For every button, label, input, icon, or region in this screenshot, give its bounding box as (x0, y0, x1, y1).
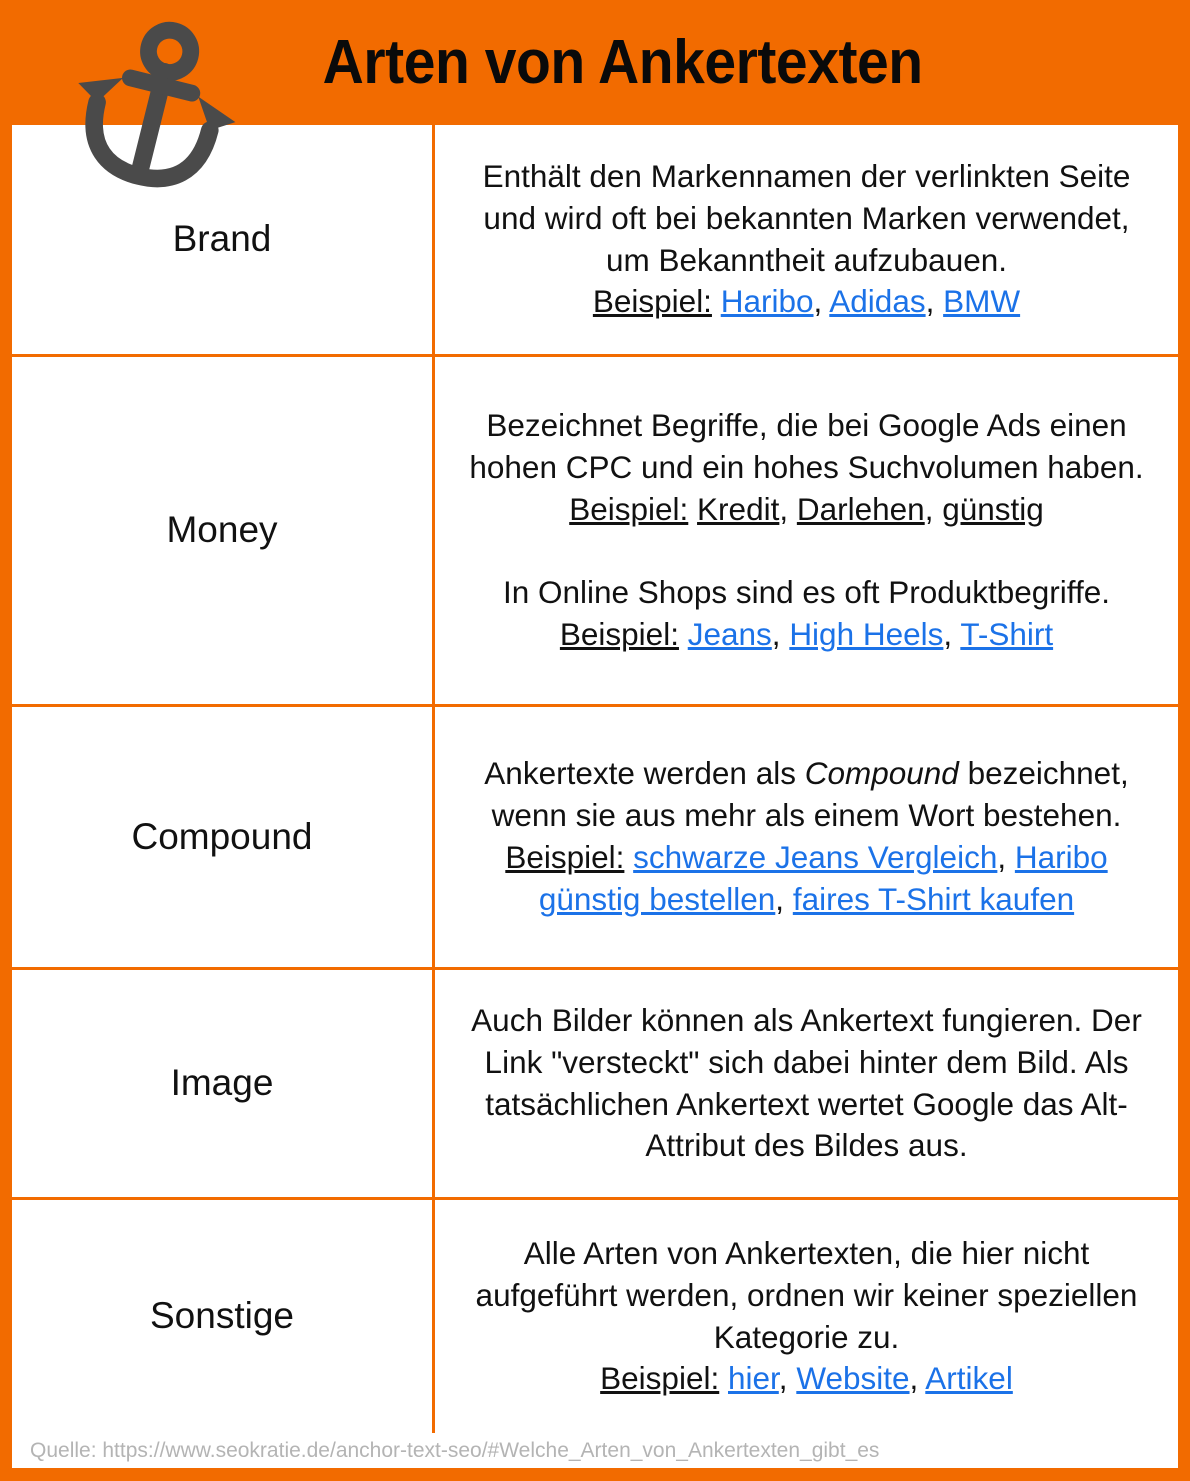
example-link[interactable]: BMW (943, 283, 1021, 320)
italic-keyword: Compound (804, 755, 959, 792)
row-description-cell (435, 970, 1178, 1197)
desc-line: Kategorie zu. (713, 1318, 900, 1355)
row-description-cell (435, 125, 1178, 354)
desc-line: Enthält den Markennamen der verlinkten Seite (482, 157, 1131, 194)
example-link[interactable]: Website (796, 1360, 910, 1397)
example-link[interactable]: High Heels (789, 616, 944, 653)
row-label-cell (12, 707, 435, 967)
example-term: günstig (942, 490, 1044, 527)
row-description: Ankertexte werden als Compound bezeichnet, wenn sie aus mehr als einem Wort bestehen. Beispiel: schwarze Jeans Vergleich, Haribo günstig bestellen, faires T-Shirt kaufen (484, 755, 1129, 917)
row-description-cell (435, 357, 1178, 704)
row-description: Bezeichnet Begriffe, die bei Google Ads einen hohen CPC und ein hohes Suchvolumen haben. Beispiel: Kredit, Darlehen, günstig In Online Shops sind es oft Produktbegriffe. Beispiel: Jeans, High Heels, T-Shirt (469, 406, 1144, 653)
desc-line: hohen CPC und ein hohes Suchvolumen haben. (469, 448, 1144, 485)
example-link[interactable]: schwarze Jeans Vergleich (633, 839, 998, 875)
example-label: Beispiel: (592, 283, 712, 320)
row-label: Brand (172, 218, 272, 260)
source-text: Quelle: https://www.seokratie.de/anchor-text-seo/#Welche_Arten_von_Ankertexten_gibt_es (30, 1438, 880, 1462)
desc-line: Alle Arten von Ankertexten, die hier nicht (523, 1234, 1090, 1271)
source-bar (12, 1433, 1178, 1468)
row-description-cell (435, 707, 1178, 967)
table-row (12, 1200, 1178, 1433)
row-label-cell (12, 357, 435, 704)
desc-line: Auch Bilder können als Ankertext fungieren. Der (471, 1001, 1142, 1038)
example-label: Beispiel: (569, 490, 689, 527)
desc-line: um Bekanntheit aufzubauen. (605, 241, 1008, 278)
page-title: Arten von Ankertexten (322, 27, 923, 97)
desc-line: In Online Shops sind es oft Produktbegriffe. (502, 574, 1111, 611)
row-description-cell (435, 1200, 1178, 1433)
example-term: Kredit (697, 490, 780, 527)
example-link[interactable]: faires T-Shirt kaufen (792, 880, 1075, 917)
example-link[interactable]: Jeans (687, 616, 772, 653)
row-description (457, 1000, 1156, 1168)
row-label-cell (12, 1200, 435, 1433)
example-link[interactable]: hier (728, 1360, 779, 1397)
anchor-types-table (12, 125, 1178, 1433)
header-band (0, 0, 1190, 125)
row-description: Enthält den Markennamen der verlinkten Seite und wird oft bei bekannten Marken verwendet, um Bekanntheit aufzubauen. Beispiel: Haribo, Adidas, BMW (482, 157, 1131, 320)
desc-line: und wird oft bei bekannten Marken verwendet, (483, 199, 1130, 236)
example-label: Beispiel: (505, 839, 625, 875)
desc-line: aufgeführt werden, ordnen wir keiner speziellen (475, 1276, 1138, 1313)
table-row (12, 357, 1178, 707)
example-link[interactable]: Adidas (829, 283, 926, 320)
row-label: Compound (131, 815, 313, 857)
row-description: Alle Arten von Ankertexten, die hier nicht aufgeführt werden, ordnen wir keiner speziellen Kategorie zu. Beispiel: hier, Website, Artikel (475, 1234, 1138, 1397)
desc-line-italic-host: Ankertexte werden als Compound bezeichnet, (484, 755, 1129, 792)
example-label: Beispiel: (600, 1360, 720, 1397)
example-label: Beispiel: (559, 616, 679, 653)
table-row (12, 970, 1178, 1200)
example-link[interactable]: T-Shirt (960, 616, 1054, 653)
desc-line: Attribut des Bildes aus. (645, 1127, 968, 1164)
row-label-cell (12, 125, 435, 354)
desc-line: wenn sie aus mehr als einem Wort bestehen. (491, 797, 1122, 834)
row-label: Money (166, 509, 278, 551)
row-label: Sonstige (150, 1295, 294, 1337)
example-link[interactable]: Haribo (720, 283, 814, 320)
row-label: Image (170, 1062, 274, 1104)
example-link[interactable]: Artikel (925, 1360, 1013, 1397)
desc-line: Link "versteckt" sich dabei hinter dem Bild. Als (484, 1043, 1129, 1080)
desc-line: tatsächlichen Ankertext wertet Google das Alt- (485, 1085, 1128, 1122)
row-label-cell (12, 970, 435, 1197)
example-link[interactable]: Haribo günstig bestellen (538, 839, 1108, 917)
table-row (12, 125, 1178, 357)
desc-line: Bezeichnet Begriffe, die bei Google Ads einen (486, 406, 1127, 443)
table-row (12, 707, 1178, 970)
example-term: Darlehen (796, 490, 925, 527)
